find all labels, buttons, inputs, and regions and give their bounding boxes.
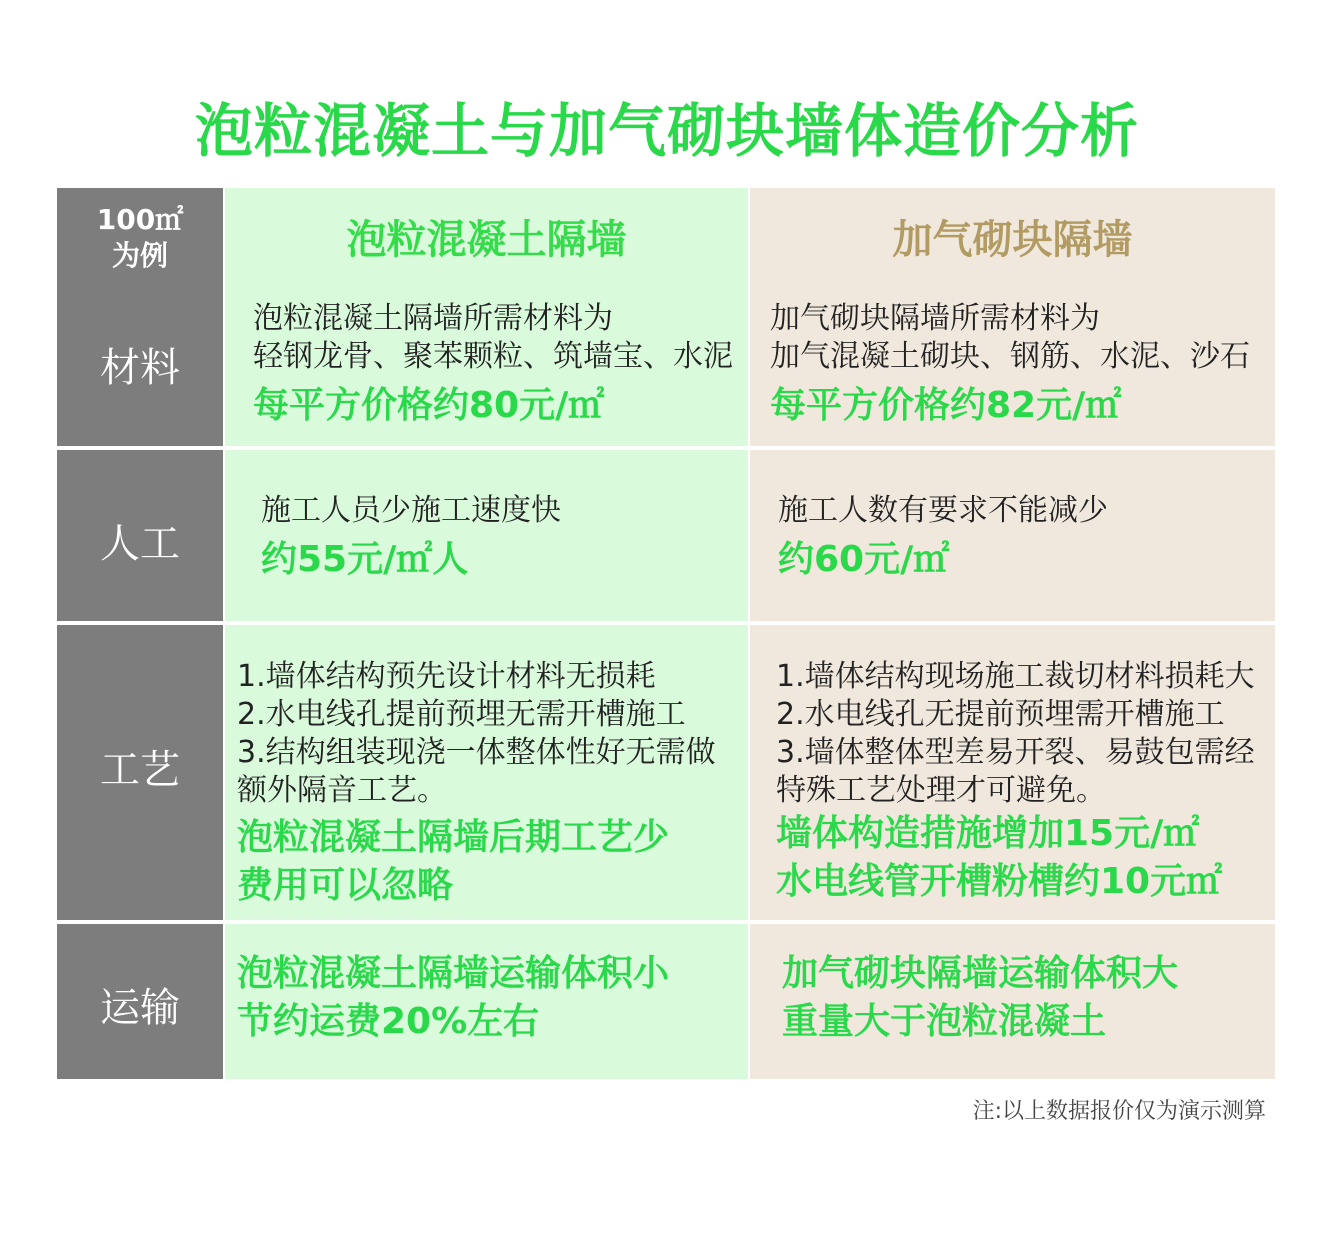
comparison-table <box>57 188 1275 1079</box>
corner-line1: 100㎡ <box>96 203 184 236</box>
aac-materials-line2: 加气混凝土砌块、钢筋、水泥、沙石 <box>770 339 1250 374</box>
foam-materials-cell <box>225 188 748 446</box>
aac-process-line3: 3.墙体整体型差易开裂、易鼓包需经 <box>776 735 1255 770</box>
process-label: 工艺 <box>100 747 180 793</box>
foam-process-line2: 2.水电线孔提前预埋无需开槽施工 <box>237 697 686 732</box>
foam-process-cell <box>225 625 748 920</box>
foam-process-highlight1: 泡粒混凝土隔墙后期工艺少 <box>237 817 670 858</box>
aac-process-highlight1: 墙体构造措施增加15元/㎡ <box>776 813 1200 854</box>
labor-label: 人工 <box>100 521 180 567</box>
row-label-labor <box>57 450 223 621</box>
aac-materials-cell <box>750 188 1275 446</box>
foam-labor-price: 约55元/㎡人 <box>261 539 469 580</box>
footnote: 注:以上数据报价仅为演示测算 <box>972 1099 1266 1124</box>
aac-labor-line1: 施工人数有要求不能减少 <box>778 493 1108 528</box>
row-label-transport <box>57 924 223 1079</box>
aac-process-line1: 1.墙体结构现场施工裁切材料损耗大 <box>776 659 1255 694</box>
aac-process-line2: 2.水电线孔无提前预埋需开槽施工 <box>776 697 1225 732</box>
transport-label: 运输 <box>100 985 180 1031</box>
foam-transport-cell <box>225 924 748 1079</box>
foam-materials-line1: 泡粒混凝土隔墙所需材料为 <box>253 301 613 336</box>
foam-process-highlight2: 费用可以忽略 <box>237 865 454 906</box>
foam-transport-highlight2: 节约运费20%左右 <box>237 1001 540 1042</box>
aac-transport-highlight2: 重量大于泡粒混凝土 <box>782 1001 1107 1042</box>
corner-header <box>57 202 223 274</box>
foam-process-line1: 1.墙体结构预先设计材料无损耗 <box>237 659 656 694</box>
corner-line2: 为例 <box>111 239 168 272</box>
aac-transport-cell <box>750 924 1275 1079</box>
aac-transport-highlight1: 加气砌块隔墙运输体积大 <box>782 953 1179 994</box>
aac-materials-line1: 加气砌块隔墙所需材料为 <box>770 301 1100 336</box>
foam-materials-line2: 轻钢龙骨、聚苯颗粒、筑墙宝、水泥 <box>253 339 733 374</box>
aac-column-header: 加气砌块隔墙 <box>892 217 1133 263</box>
aac-process-highlight2: 水电线管开槽粉槽约10元㎡ <box>776 861 1223 902</box>
page-title: 泡粒混凝土与加气砌块墙体造价分析 <box>194 97 1139 165</box>
foam-process-line3: 3.结构组装现浇一体整体性好无需做 <box>237 735 716 770</box>
foam-column-header: 泡粒混凝土隔墙 <box>346 217 627 263</box>
aac-process-cell <box>750 625 1275 920</box>
materials-label: 材料 <box>100 345 180 391</box>
foam-materials-price: 每平方价格约80元/㎡ <box>253 385 605 426</box>
aac-labor-cell <box>750 450 1275 621</box>
row-label-process <box>57 625 223 920</box>
foam-labor-line1: 施工人员少施工速度快 <box>261 493 561 528</box>
row-label-materials <box>57 188 223 446</box>
foam-transport-highlight1: 泡粒混凝土隔墙运输体积小 <box>237 953 670 994</box>
aac-materials-price: 每平方价格约82元/㎡ <box>770 385 1122 426</box>
aac-process-line4: 特殊工艺处理才可避免。 <box>776 773 1106 808</box>
foam-process-line4: 额外隔音工艺。 <box>237 773 447 808</box>
foam-labor-cell <box>225 450 748 621</box>
aac-labor-price: 约60元/㎡ <box>778 539 950 580</box>
